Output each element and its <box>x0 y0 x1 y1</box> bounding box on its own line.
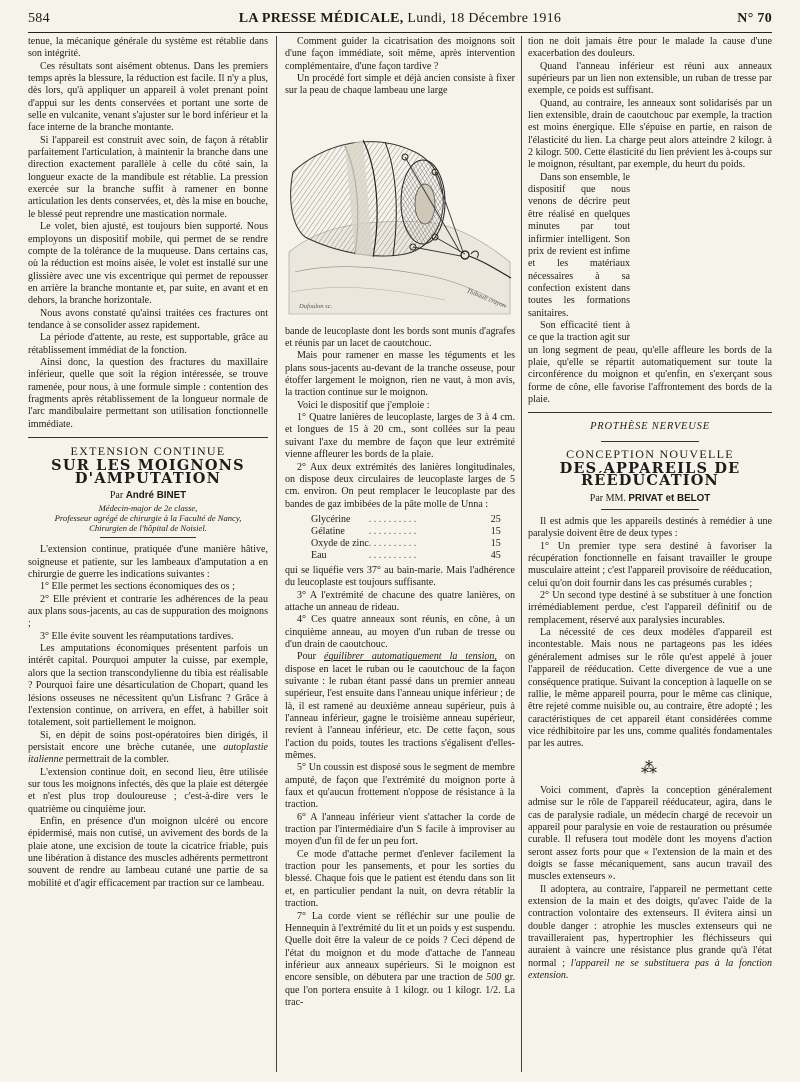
paragraph: Mais pour ramener en masse les téguments et les plans sous-jacents au-devant de la tranche osseuse, pour étoffer largement le moignon, rien ne vaut, à mon avis, la traction continue sur le moignon. <box>285 350 515 399</box>
paragraph: Nous avons constaté qu'ainsi traitées ces fractures ont tendance à se consolider assez rapidement. <box>28 307 268 331</box>
byline: Par MM. PRIVAT et BELOT <box>589 492 711 504</box>
list-item: 2° Aux deux extrémités des lanières longitudinales, on dispose deux circulaires de leucoplaste larges de 5 cm. environ. On peut remplacer le leucoplaste par des bandes de gaz imbibées de la pâte molle de Unna : <box>285 461 515 510</box>
paragraph: Enfin, en présence d'un moignon ulcéré ou encore épidermisé, mais non cutisé, un avivement des bords de la plaie atone, une excision de toute la cicatrice friable, puis une libération à distance des muscles adhérents permettront souvent de rendre au lambeau cutané une partie de sa mobilité et d'agir efficacement par traction sur ce lambeau. <box>28 815 268 889</box>
author: André BINET <box>125 490 187 502</box>
table-row: Glycérine . . . . . . . . . . 25 <box>311 513 501 525</box>
paragraph: Ainsi donc, la question des fractures du maxillaire inférieur, quelle que soit la région intéressée, se trouve ramenée, pour nous, à une formule simple : contention des fragments après rétablissement de la longueur normale de l'arc mandibulaire permettant son utilisation fonctionnelle immédiate. <box>28 356 268 430</box>
list-item: 1° Elle permet les sections économiques des os ; <box>40 581 235 593</box>
header-rule <box>28 32 772 33</box>
article-separator <box>528 412 772 413</box>
illustrator-signature-left: Dufoulon sc. <box>299 303 333 311</box>
byline: Par André BINET <box>109 490 187 502</box>
table-row: Gélatine . . . . . . . . . . 15 <box>311 525 501 537</box>
illustration-drawing <box>285 102 515 320</box>
paragraph: L'extension continue doit, en second lieu, être utilisée sur tous les moignons infectés, dès que la plaie est détergée et n'est plus trop douloureuse ; c'est-à-dire vers le quatrième ou cinquième jour. <box>28 766 268 815</box>
column-3 <box>528 36 772 1076</box>
list-item: 4° Ces quatre anneaux sont réunis, en cône, à un cinquième anneau, au moyen d'un ruban de tresse ou d'un drain de caoutchouc. <box>285 614 515 650</box>
author-affiliation: Médecin-major de 2e classe, Professeur agrégé de chirurgie à la Faculté de Nancy, Chirurgien de l'hôpital de Noisiel. <box>54 503 242 534</box>
paragraph: Quand, au contraire, les anneaux sont solidarisés par un lien extensible, drain de caoutchouc par exemple, la traction est moins énergique. Elle s'épuise en partie, en raison de l'élasticité du lien. La charge peut alors atteindre 2 kilogr. à 2 kilogr. 500. Cette élasticité du lien prévient les à-coups sur le moignon, résultant, par exemple, du heurt du poids. <box>528 97 772 171</box>
article-separator <box>28 437 268 438</box>
paragraph: Pour équilibrer automatiquement la tension, on dispose en lacet le ruban ou le caoutchouc de la façon suivante : le ruban étant passé dans un premier anneau supérieur, l'est ensuite dans l'anneau unique inférieur ; de là, il est ramené au deuxième anneau supérieur, puis à l'anneau inférieur, gagne le troisième anneau supérieur, revient à l'anneau inférieur, etc. De cette façon, sous l'action du poids, toutes les tractions s'égalisent d'elles-mêmes. <box>285 651 515 762</box>
list-item: 7° La corde vient se réfléchir sur une poulie de Hennequin à l'extrémité du lit et un poids y est suspendu. Quelle doit être la valeur de ce poids ? Ceci dépend de l'état du moignon et du mode d'attache de l'anneau inférieur aux anneaux supérieurs. Si le moignon est encore sensible, on débutera par une traction de 500 gr. que l'on portera ensuite à 1 kilogr. ou 1 kilogr. 1/2. La trac- <box>285 910 515 1008</box>
byline-rule <box>100 537 196 538</box>
authors: PRIVAT et BELOT <box>628 492 711 504</box>
paragraph: La période d'attente, au reste, est supportable, grâce au rétablissement immédiat de la fonction. <box>28 332 268 356</box>
issue-date: Lundi, 18 Décembre 1916 <box>407 11 562 26</box>
table-row: Oxyde de zinc . . . . . . . . . . 15 <box>311 537 501 549</box>
paragraph: Voici comment, d'après la conception généralement admise sur le rôle de l'appareil rééducateur, agira, dans le cas de paralysie radiale, un médecin chargé de recevoir un appareil pour paralysie en voie de restauration ou présumée curable. Il refusera tout modèle dont les moyens d'action seront assez forts pour que « l'extension de la main et des doigts se fasse mécaniquement, sans aucun travail des muscles extenseurs ». <box>528 784 772 883</box>
list-item: 1° Quatre lanières de leucoplaste, larges de 3 à 4 cm. et longues de 15 à 20 cm., sont collées sur la peau suivant l'axe du membre de façon que leur extrémité vienne affleurer les bords de la plaie. <box>285 412 515 461</box>
paragraph: La nécessité de ces deux modèles d'appareil est incontestable. Mais nous ne partageons pas les idées généralement admises sur le rôle qu'est appelé à jouer l'appareil de rééducation. Cette divergence de vue a une conséquence pratique. Suivant la conception à laquelle on se rallie, le même appareil pourra, pour le même cas clinique, être rejeté comme nuisible ou, au contraire, être adopté ; les caractéristiques de cet appareil étant considérées comme vice rédhibitoire par les uns, comme qualités fondamentales par les autres. <box>528 627 772 750</box>
list-item: 3° A l'extrémité de chacune des quatre lanières, on attache un anneau de rideau. <box>285 589 515 613</box>
article-kicker: EXTENSION CONTINUE <box>70 444 226 458</box>
underlined-phrase: équilibrer automatiquement la tension, <box>324 651 497 663</box>
paragraph: tenue, la mécanique générale du système est rétablie dans son intégrité. <box>28 36 268 60</box>
page-header <box>28 8 772 30</box>
paragraph: Son efficacité tient à ce que la traction agit sur un long segment de peau, qu'elle affleure les bords de la plaie, qu'elle se répartit automatiquement sur toute la circonférence du moignon et qu'enfin, en s'exerçant sous forme de cône, elle favorise l'affrontement des bords de la plaie. <box>528 319 772 405</box>
paragraph: qui se liquéfie vers 37° au bain-marie. Mais l'adhérence du leucoplaste est toujours suffisante. <box>285 564 515 589</box>
journal-name: LA PRESSE MÉDICALE, <box>238 11 404 26</box>
paragraph: Un procédé fort simple et déjà ancien consiste à fixer sur la peau de chaque lambeau une large <box>285 73 515 97</box>
journal-title <box>28 11 772 27</box>
column-divider-1 <box>276 36 277 1072</box>
page-number: 584 <box>28 11 50 26</box>
list-item: 2° Elle prévient et contrarie les adhérences de la peau aux plans sous-jacents, au cas de suppuration des moignons ; <box>28 593 268 630</box>
column-2 <box>285 36 515 1076</box>
paragraph: Il adoptera, au contraire, l'appareil ne permettant cette extension de la main et des doigts, qu'avec l'aide de la contraction volontaire des extenseurs. Il évitera ainsi un double danger : atrophie les muscles extenseurs qui ne travailleraient pas, hypertrophier les fléchisseurs qui auraient à vaincre une résistance plus grande qu'à l'état normal ; l'appareil ne se substituera pas à la fonction extension. <box>528 883 772 982</box>
illustration-space <box>630 172 772 342</box>
column-divider-2 <box>521 36 522 1072</box>
italic-phrase: l'appareil ne se substituera pas à la fonction extension. <box>528 957 772 982</box>
paragraph: Il est admis que les appareils destinés à remédier à une paralysie doivent être de deux types : <box>528 516 772 540</box>
paragraph: tion ne doit jamais être pour le malade la cause d'une exacerbation des douleurs. <box>528 36 772 60</box>
paragraph: Si, en dépit de soins post-opératoires bien dirigés, il persistait encore une brèche cutanée, une autoplastie italienne permettrait de la combler. <box>28 729 268 766</box>
section-asterism: ⁂ <box>641 759 659 777</box>
paragraph: Comment guider la cicatrisation des moignons soit d'une façon immédiate, soit même, après intervention complémentaire, d'une façon tardive ? <box>285 36 515 72</box>
paragraph: Voici le dispositif que j'emploie : <box>297 399 430 411</box>
stump-traction-illustration <box>285 102 515 320</box>
italic-phrase: autoplastie italienne <box>28 741 268 766</box>
paragraph: L'extension continue, pratiquée d'une manière hâtive, soigneuse et patiente, sur les lambeaux d'amputation a en chirurgie de guerre les indications suivantes : <box>28 544 268 581</box>
article-title: SUR LES MOIGNONS D'AMPUTATION <box>51 457 245 487</box>
paragraph: Ces résultats sont aisément obtenus. Dans les premiers temps après la blessure, la réduction est facile. Il n'y a plus, dès lors, qu'à appliquer un appareil à volet prenant point d'appui sur les dents conservées et portant une sorte de selle en vulcanite, venant s'ajuster sur le bord inférieur et la face interne de la branche montante. <box>28 60 268 134</box>
column-1 <box>28 36 268 1076</box>
article-kicker: CONCEPTION NOUVELLE <box>566 446 734 461</box>
paragraph: Dans son ensemble, le dispositif que nous venons de décrire peut être réalisé en quelques minutes par tout infirmier intelligent. Son prix de revient est infime et les matériaux nécessaires à sa confection existent dans toutes les formations sanitaires. <box>528 171 630 319</box>
table-row: Eau . . . . . . . . . . 45 <box>311 549 501 561</box>
list-item: 5° Un coussin est disposé sous le segment de membre amputé, de façon que l'extrémité du moignon porte à faux et qu'aucun frottement n'oppose de résistance à la traction. <box>285 762 515 811</box>
paragraph: Si l'appareil est construit avec soin, de façon à rétablir parfaitement l'articulation, à maintenir la branche dans une direction exactement parallèle à celle du côté sain, la longueur exacte de la mandibule est rétablie. La pression exercée sur la branche suffit à ramener en bonne articulation les dents conservées, et, dès la mise en bouche, le blessé peut reprendre une mastication normale. <box>28 134 268 220</box>
list-item: 2° Un second type destiné à se substituer à une fonction irrémédiablement perdue, c'est l'appareil définitif ou de remplacement, réservé aux paralysies incurables. <box>528 590 772 626</box>
section-rubric: PROTHÈSE NERVEUSE <box>590 421 710 433</box>
paragraph: Quand l'anneau inférieur est réuni aux anneaux supérieurs par un lien non extensible, un ruban de tresse par exemple, ce poids est suffisant. <box>528 60 772 97</box>
paragraph: bande de leucoplaste dont les bords sont munis d'agrafes et réunis par un lacet de caoutchouc. <box>285 325 515 350</box>
issue-number: N° 70 <box>737 11 772 26</box>
recipe-table <box>311 514 501 562</box>
rubric-rule <box>601 441 699 442</box>
paragraph: Le volet, bien ajusté, est toujours bien supporté. Nous employons un dispositif mobile, qui permet de se rendre compte de la tolérance de la muqueuse. Dans certains cas, où la réduction est moins aisée, le volet est installé sur une glissière avec une vis excentrique qui permet de repousser en arrière la branche montante et, par suite, en avant et en dehors, la branche horizontale. <box>28 221 268 307</box>
byline-rule <box>601 509 699 510</box>
illustrator-signature-right: Thibault crayon <box>465 287 508 310</box>
article-title: DES APPAREILS DE RÉÉDUCATION <box>559 460 741 490</box>
list-item: 3° Elle évite souvent les réamputations tardives. <box>40 630 234 642</box>
list-item: 6° A l'anneau inférieur vient s'attacher la corde de traction par l'intermédiaire d'un S facile à improviser au moyen d'un fil de fer un peu fort. <box>285 811 515 848</box>
list-item: 1° Un premier type sera destiné à favoriser la récupération fonctionnelle en faisant travailler le groupe musculaire atteint ; c'est l'appareil provisoire de rééducation, celui qu'on doit fournir dans les cas présumés curables ; <box>528 540 772 589</box>
paragraph: Les amputations économiques présentent parfois un intérêt capital. Pourquoi amputer la cuisse, par exemple, alors que la section transcondylienne du tibia est réalisable ? Pourquoi faire une désarticulation de Chopart, quand les lésions osseuses ne nécessitent qu'un Lisfranc ? Grâce à l'extension continue, on arrivera, en effet, à habiller soit totalement, soit partiellement le moignon. <box>28 643 268 729</box>
paragraph: Ce mode d'attache permet d'enlever facilement la traction pour les pansements, et pour les sorties du blessé. Chaque fois que le patient est étendu dans son lit et, en particulier pendant la nuit, on devra rétablir la traction. <box>285 848 515 910</box>
